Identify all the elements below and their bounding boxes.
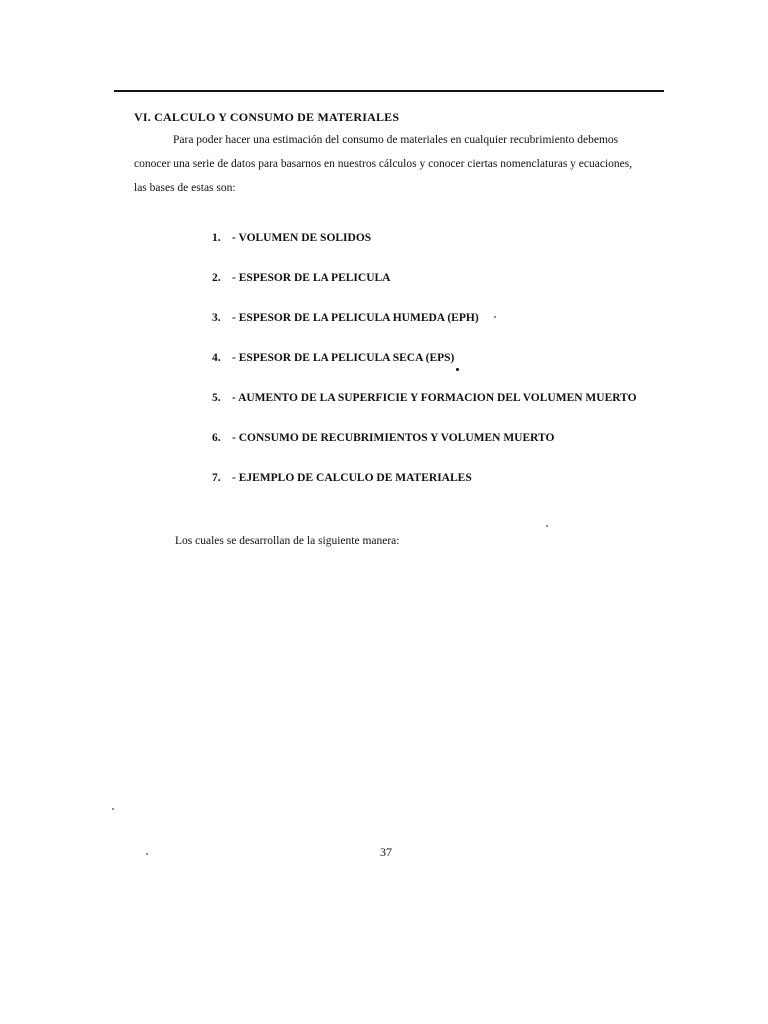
topic-item	[212, 392, 637, 432]
intro-line-1: Para poder hacer una estimación del consumo de materiales en cualquier recubrimiento debemos	[173, 134, 619, 146]
scan-speck	[546, 525, 548, 527]
topic-number: 4.	[212, 352, 221, 364]
topic-item	[212, 472, 637, 512]
intro-line-2: conocer una serie de datos para basarnos en nuestros cálculos y conocer ciertas nomenclaturas y ecuaciones,	[134, 158, 633, 170]
topic-item	[212, 312, 637, 352]
topic-label: - AUMENTO DE LA SUPERFICIE Y FORMACION DEL VOLUMEN MUERTO	[232, 392, 637, 404]
scan-speck	[146, 853, 148, 855]
scan-speck	[494, 316, 496, 318]
intro-paragraph	[134, 128, 632, 200]
page-number: 37	[380, 845, 392, 859]
intro-line-3: las bases de estas son:	[134, 182, 236, 194]
topic-number: 2.	[212, 272, 221, 284]
topic-number: 6.	[212, 432, 221, 444]
closing-sentence: Los cuales se desarrollan de la siguiente manera:	[175, 535, 400, 547]
topic-item	[212, 432, 637, 472]
scan-speck	[112, 808, 114, 810]
topic-number: 7.	[212, 472, 221, 484]
topic-number: 1.	[212, 232, 221, 244]
topic-label: - ESPESOR DE LA PELICULA	[232, 272, 391, 284]
topic-item	[212, 272, 637, 312]
topic-list	[212, 232, 637, 512]
section-heading: VI. CALCULO Y CONSUMO DE MATERIALES	[134, 110, 400, 124]
topic-number: 3.	[212, 312, 221, 324]
topic-item	[212, 232, 637, 272]
topic-label: - EJEMPLO DE CALCULO DE MATERIALES	[232, 472, 472, 484]
topic-number: 5.	[212, 392, 221, 404]
scan-speck	[456, 368, 459, 371]
topic-label: - VOLUMEN DE SOLIDOS	[232, 232, 372, 244]
topic-label: - CONSUMO DE RECUBRIMIENTOS Y VOLUMEN MUERTO	[232, 432, 555, 444]
header-rule	[114, 90, 664, 92]
topic-item	[212, 352, 637, 392]
topic-label: - ESPESOR DE LA PELICULA SECA (EPS)	[232, 352, 455, 364]
topic-label: - ESPESOR DE LA PELICULA HUMEDA (EPH)	[232, 312, 479, 324]
